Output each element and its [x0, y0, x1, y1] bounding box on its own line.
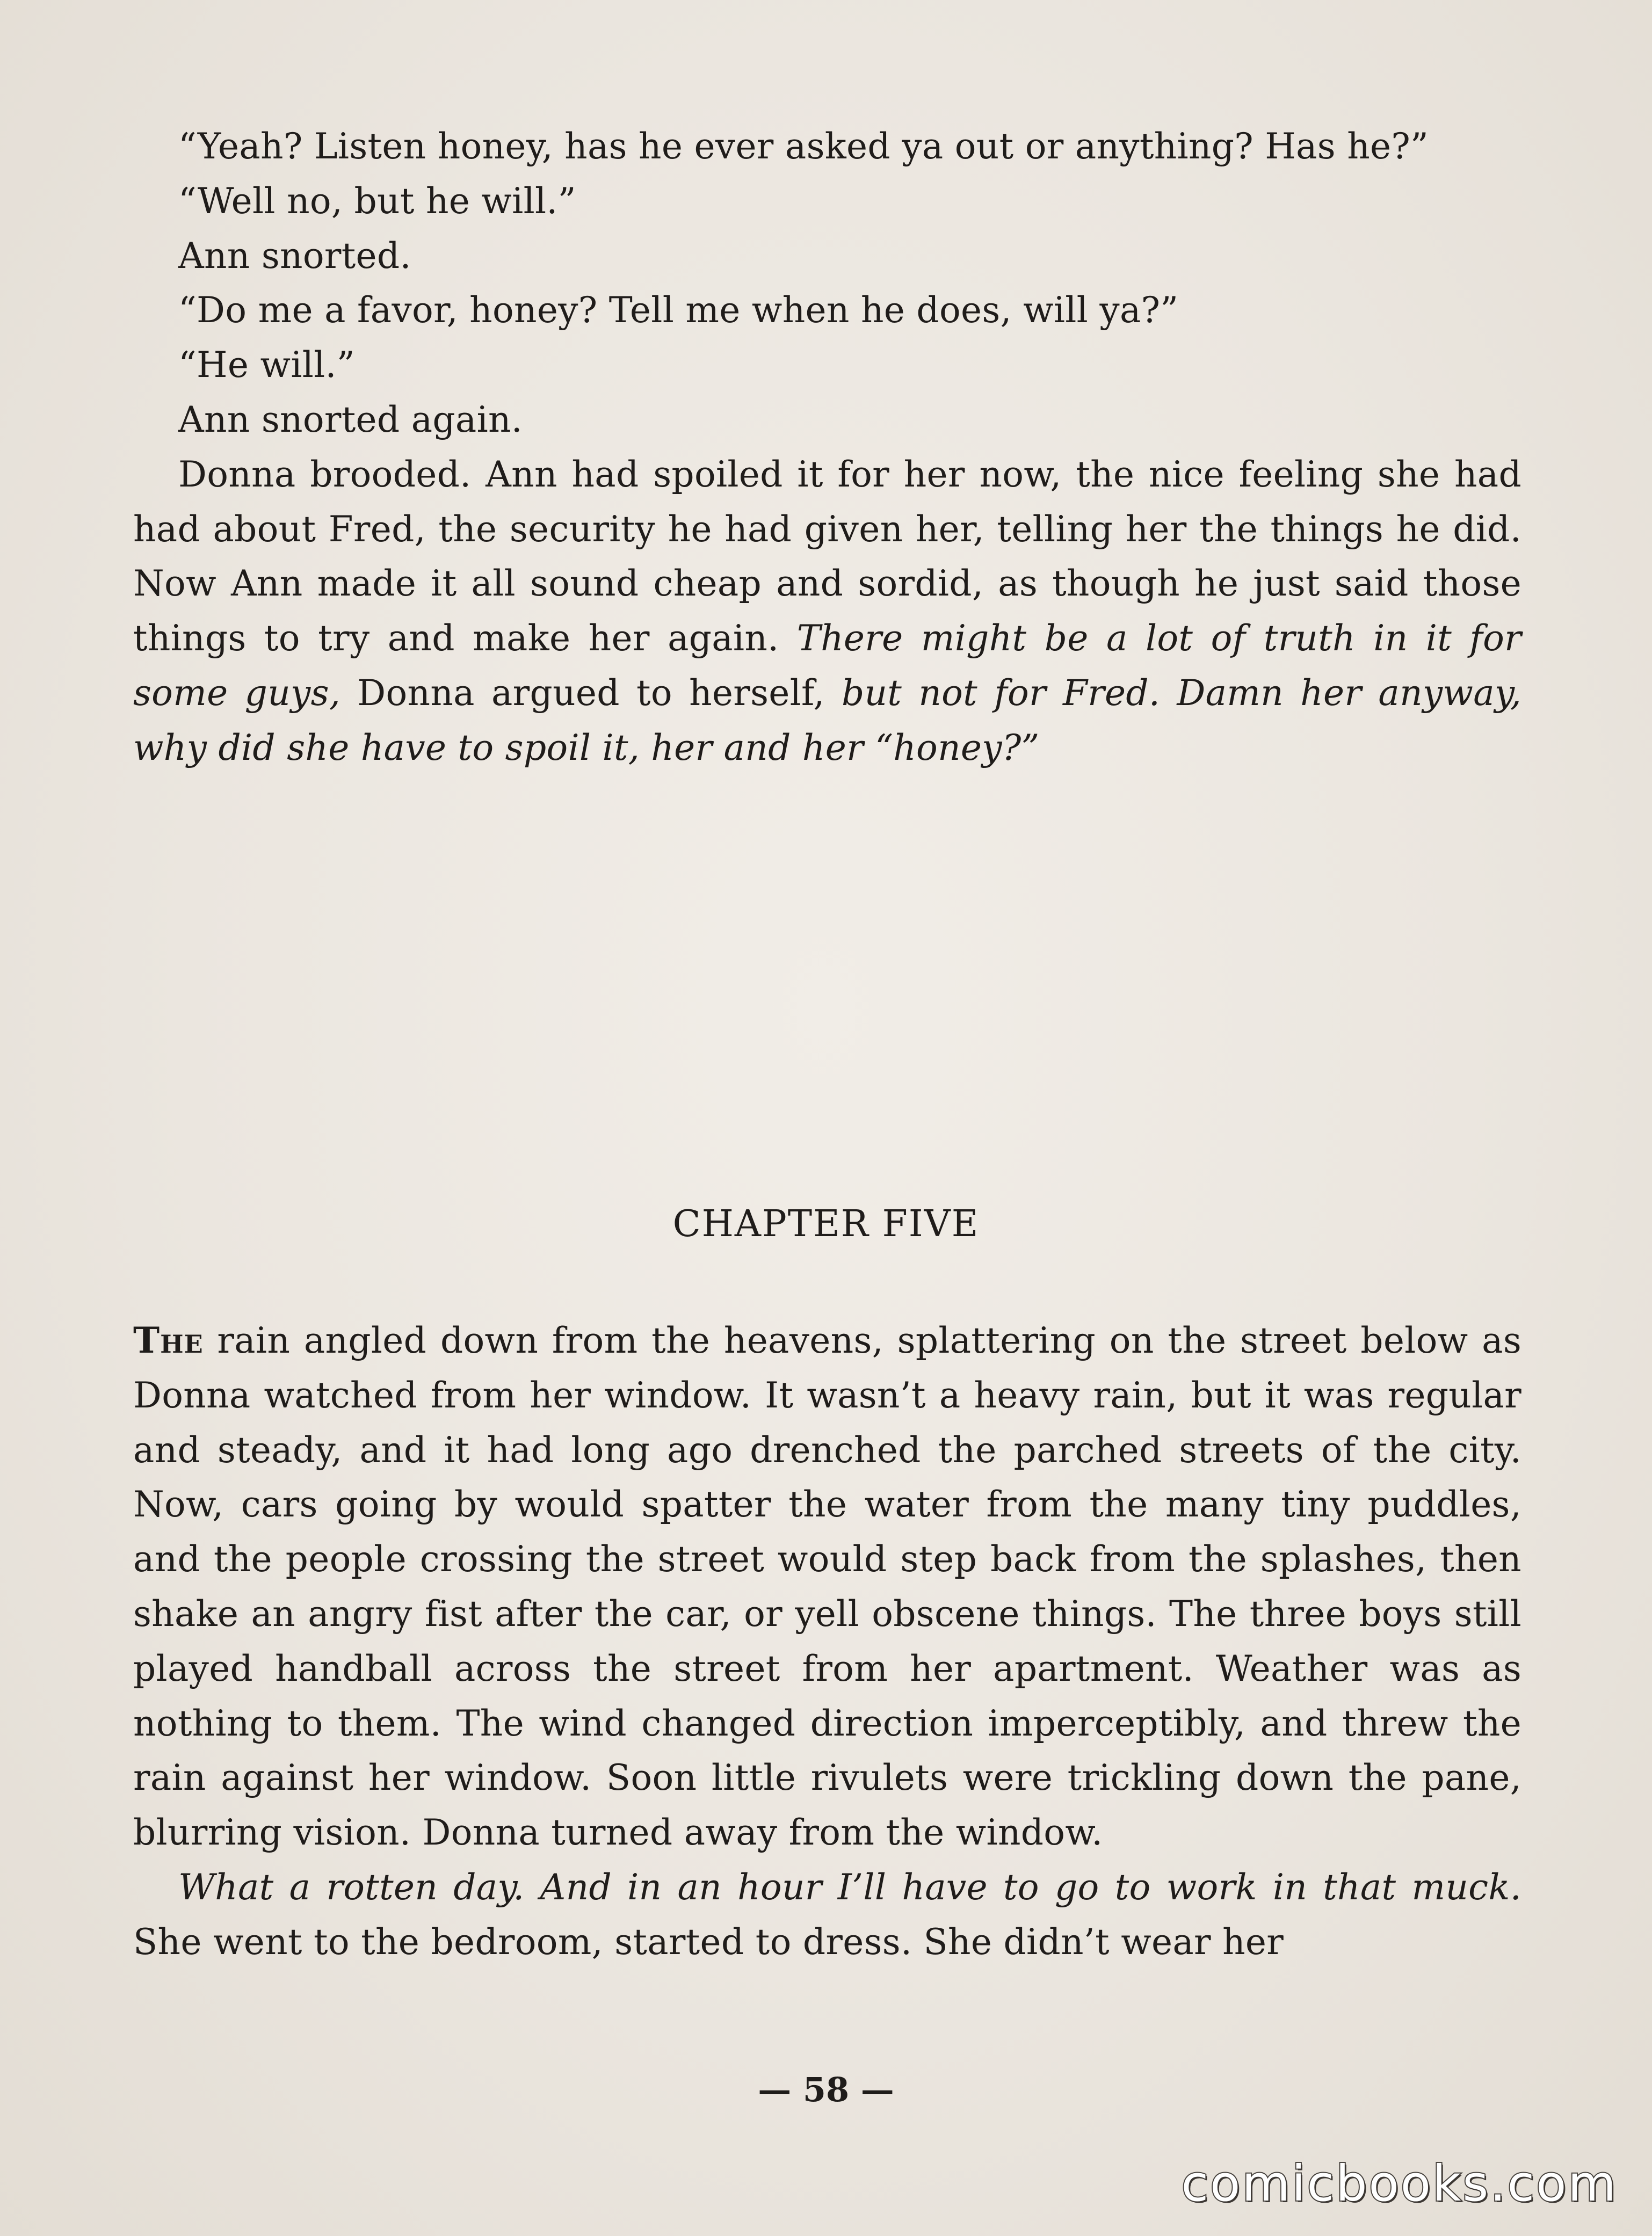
paragraph: “Well no, but he will.”	[178, 180, 576, 222]
paragraph: “Yeah? Listen honey, has he ever asked ya out or anything? Has he?”	[178, 126, 1429, 167]
opening-word: The	[133, 1319, 204, 1361]
chapter-heading: CHAPTER FIVE	[672, 1203, 980, 1245]
italic-thought: but not for Fred. Damn her anyway, why did she have to spoil it, her and her “honey?”	[133, 672, 1522, 768]
page-number: — 58 —	[758, 2070, 894, 2109]
body-text-chapter	[133, 1313, 1521, 1970]
body-text-top	[133, 119, 1521, 775]
paragraph-text: She went to the bedroom, started to dress. She didn’t wear her	[133, 1921, 1284, 1963]
watermark: comicbooks.com	[1181, 2155, 1618, 2212]
italic-thought: There might be a lot of truth in it for some guys,	[133, 618, 1522, 714]
paragraph	[133, 447, 1521, 775]
paragraph-text: Donna argued to herself,	[357, 672, 825, 714]
paragraph-text: rain angled down from the heavens, splattering on the street below as Donna watched from her window. It wasn’t a heavy rain, but it was regular and steady, and it had long ago drenched the parched streets of the city. Now, cars going by would spatter the water from the many tiny puddles, and the people crossing the street would step back from the splashes, then shake an angry fist after the car, or yell obscene things. The three boys still played handball across the street from her apartment. Weather was as nothing to them. The wind changed direction imperceptibly, and threw the rain against her window. Soon little rivulets were trickling down the pane, blurring vision. Donna turned away from the window.	[133, 1320, 1521, 1854]
paragraph: “Do me a favor, honey? Tell me when he does, will ya?”	[178, 289, 1179, 331]
paragraph	[133, 1860, 1521, 1970]
paragraph: Ann snorted.	[178, 235, 411, 277]
paragraph-text: Donna brooded. Ann had spoiled it for her now, the nice feeling she had had about Fred, the security he had given her, telling her the things he did. Now Ann made it all sound cheap and sordid, as though he just said those things to try and make her again.	[133, 453, 1521, 659]
chapter-opening-paragraph	[133, 1313, 1521, 1860]
italic-thought: What a rotten day. And in an hour I’ll have to go to work in that muck.	[178, 1866, 1521, 1908]
paragraph: Ann snorted again.	[178, 398, 523, 440]
paragraph: “He will.”	[178, 344, 355, 386]
